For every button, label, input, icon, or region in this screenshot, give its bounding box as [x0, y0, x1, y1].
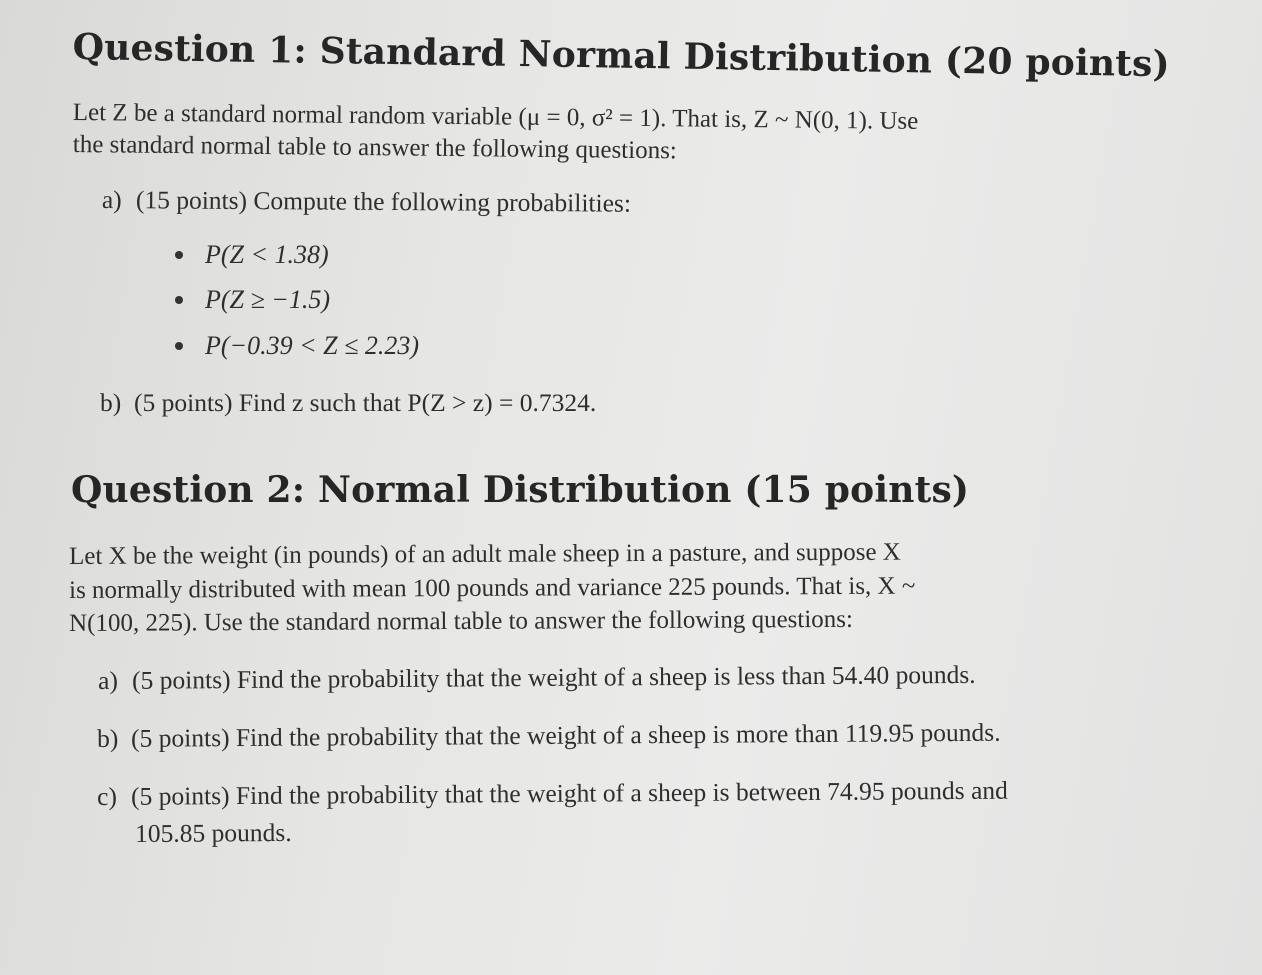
part-a-text: (5 points) Find the probability that the weight of a sheep is less than 54.40 pounds.: [131, 659, 976, 695]
question2-part-c: [97, 776, 1008, 812]
bullet-icon: [175, 296, 183, 304]
question2-intro-line2: is normally distributed with mean 100 pounds and variance 225 pounds. That is, X ~: [69, 572, 916, 604]
question2-part-c-continuation: 105.85 pounds.: [135, 817, 292, 848]
question1-part-b: [100, 388, 596, 418]
bullet-item-2: [175, 285, 330, 315]
part-b-text: (5 points) Find z such that P(Z > z) = 0.7324.: [134, 388, 597, 417]
question2-part-a: [98, 660, 976, 696]
part-b-text: (5 points) Find the probability that the weight of a sheep is more than 119.95 pounds.: [130, 717, 1001, 753]
part-c-marker: c): [97, 781, 118, 811]
part-b-marker: b): [100, 388, 122, 417]
question1-intro-line2: the standard normal table to answer the following questions:: [72, 130, 677, 165]
part-b-marker: b): [97, 723, 119, 753]
part-a-text: (15 points) Compute the following probabilities:: [135, 185, 632, 218]
bullet-item-1: [175, 240, 329, 270]
part-a-marker: a): [101, 185, 122, 215]
question2-intro-line3: N(100, 225). Use the standard normal table to answer the following questions:: [69, 605, 854, 637]
bullet-item-3: [175, 331, 419, 361]
question2-part-b: [97, 718, 1001, 754]
question1-heading: Question 1: Standard Normal Distribution (20 points): [72, 26, 1171, 86]
part-c-text-line1: (5 points) Find the probability that the weight of a sheep is between 74.95 pounds and: [130, 775, 1008, 811]
part-a-marker: a): [98, 665, 119, 695]
bullet-icon: [175, 251, 183, 259]
bullet-text: P(−0.39 < Z ≤ 2.23): [205, 331, 420, 360]
bullet-icon: [175, 342, 183, 350]
question2-intro-line1: Let X be the weight (in pounds) of an adult male sheep in a pasture, and suppose X: [69, 538, 901, 570]
question1-part-a: [102, 185, 631, 219]
bullet-text: P(Z ≥ −1.5): [205, 285, 330, 314]
bullet-text: P(Z < 1.38): [205, 240, 329, 269]
question2-heading: Question 2: Normal Distribution (15 points): [71, 469, 970, 511]
question1-intro-line1: Let Z be a standard normal random variable (μ = 0, σ² = 1). That is, Z ~ N(0, 1). Use: [72, 98, 919, 135]
